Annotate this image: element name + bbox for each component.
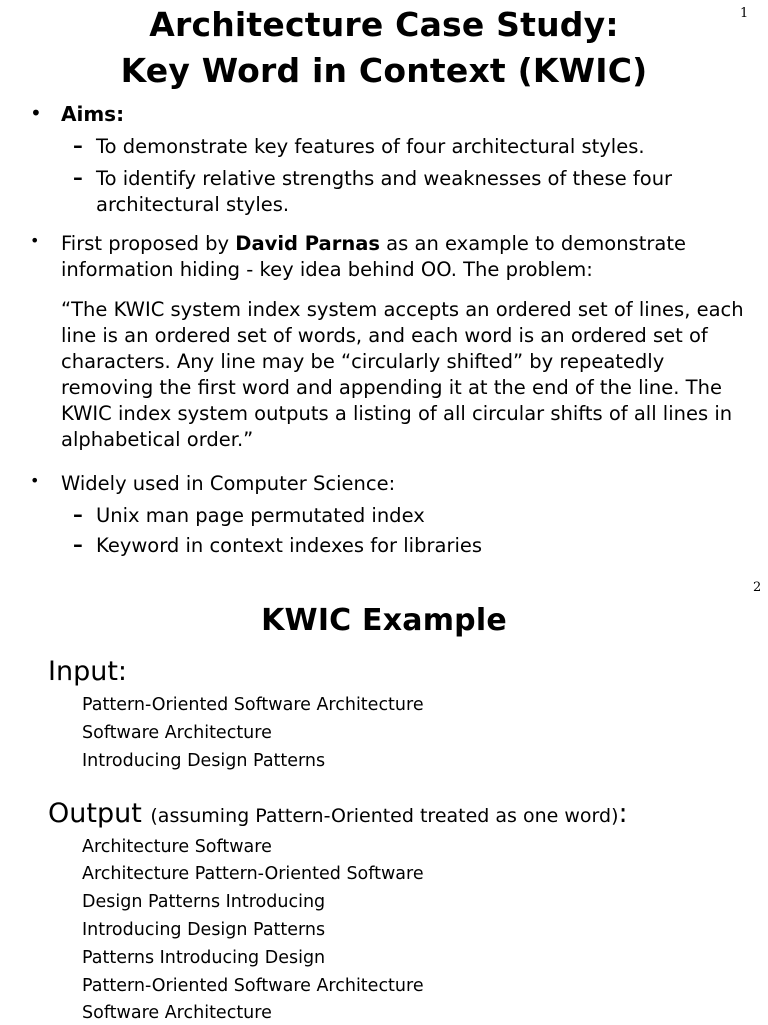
output-note: (assuming Pattern-Oriented treated as one word) (150, 805, 619, 827)
problem-quote: “The KWIC system index system accepts an ordered set of lines, each line is an ordered set of words, and each word is an ordered set of characters. Any line may be “circularly shifted” by repeatedly removing the first word and appending it at the end of the line. The KWIC index system outputs a listing of all circular shifts of all lines in alphabetical order.” (61, 298, 744, 451)
output-label: Output (48, 798, 142, 829)
parnas-text-before: First proposed by (61, 232, 236, 255)
dash-marker: – (73, 503, 83, 526)
output-line-5: Patterns Introducing Design (82, 948, 326, 968)
aims-item-1: To demonstrate key features of four architectural styles. (96, 135, 645, 158)
aims-label: Aims: (61, 102, 125, 126)
aims-item-2: To identify relative strengths and weaknesses of these four architectural styles. (96, 167, 673, 216)
dash-marker: – (73, 134, 83, 157)
title-line-1: Architecture Case Study: (149, 5, 619, 44)
parnas-name: David Parnas (235, 232, 380, 255)
output-line-1: Architecture Software (82, 837, 272, 857)
input-line-3: Introducing Design Patterns (82, 751, 326, 771)
slide-title: KWIC Example (261, 603, 507, 638)
output-line-4: Introducing Design Patterns (82, 920, 326, 940)
output-colon: : (618, 798, 628, 829)
output-line-7: Software Architecture (82, 1003, 272, 1023)
usage-text: Widely used in Computer Science: (61, 472, 396, 495)
usage-item-1: Unix man page permutated index (96, 504, 425, 527)
slide-title (0, 2, 768, 94)
output-line-3: Design Patterns Introducing (82, 892, 326, 912)
usage-item-2: Keyword in context indexes for libraries (96, 534, 483, 557)
parnas-text-after: as an example to demonstrate information hiding - key idea behind OO. The problem: (61, 232, 686, 281)
input-label: Input: (48, 656, 128, 687)
dash-marker: – (73, 533, 83, 556)
title-line-2: Key Word in Context (KWIC) (120, 51, 648, 90)
output-line-6: Pattern-Oriented Software Architecture (82, 976, 424, 996)
slide-2 (0, 575, 768, 1024)
input-line-1: Pattern-Oriented Software Architecture (82, 695, 424, 715)
input-line-2: Software Architecture (82, 723, 272, 743)
page-number: 2 (753, 580, 762, 595)
bullet-dot: • (30, 231, 40, 250)
parnas-paragraph (61, 231, 701, 283)
output-line-2: Architecture Pattern-Oriented Software (82, 864, 424, 884)
page-number: 1 (740, 6, 749, 21)
bullet-dot: • (30, 101, 42, 125)
bullet-dot: • (30, 471, 40, 490)
dash-marker: – (73, 166, 83, 189)
output-heading (48, 797, 628, 833)
